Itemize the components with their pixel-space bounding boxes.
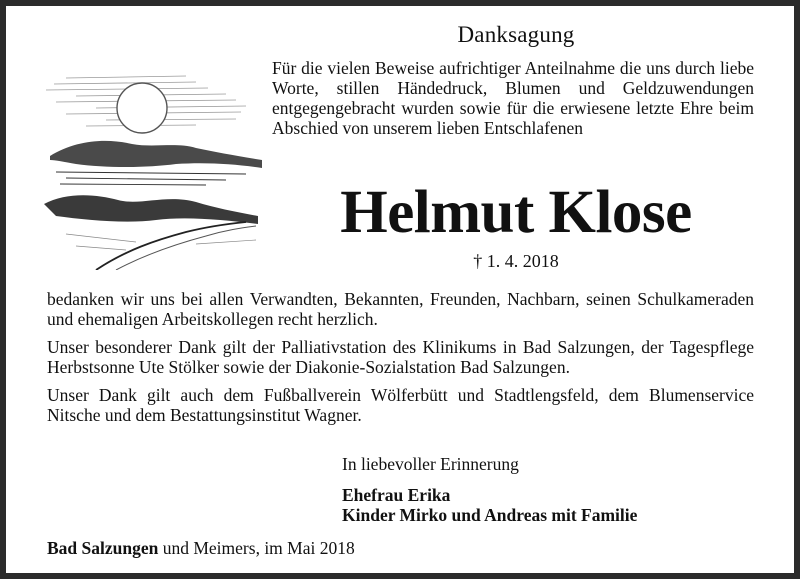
obituary-notice <box>6 6 794 573</box>
intro-paragraph: Für die vielen Beweise aufrichtiger Anteilnahme die uns durch liebe Worte, stillen Händedruck, Blumen und Geldzuwendungen entgegengebracht wurden sowie für die erwiesene letzte Ehre beim Abschied von unserem lieben Entschlafenen <box>272 58 754 138</box>
thanks-body <box>47 289 754 433</box>
sunset-landscape-illustration <box>36 64 268 270</box>
place-date-line <box>47 538 355 559</box>
family-children: Kinder Mirko und Andreas mit Familie <box>342 505 638 525</box>
thanks-paragraph-3: Unser Dank gilt auch dem Fußballverein Wölferbütt und Stadtlengsfeld, dem Blumenservice Nitsche und dem Bestattungsinstitut Wagner. <box>47 385 754 425</box>
family-wife: Ehefrau Erika <box>342 485 451 505</box>
place-rest: und Meimers, im Mai 2018 <box>158 538 355 558</box>
thanks-paragraph-2: Unser besonderer Dank gilt der Palliativstation des Klinikums in Bad Salzungen, der Tagespflege Herbstsonne Ute Stölker sowie der Diakonie-Sozialstation Bad Salzungen. <box>47 337 754 377</box>
deceased-name: Helmut Klose <box>340 179 692 246</box>
intro-text <box>272 58 754 138</box>
thanks-paragraph-1: bedanken wir uns bei allen Verwandten, Bekannten, Freunden, Nachbarn, seinen Schulkameraden und ehemaligen Arbeitskollegen recht herzlich. <box>47 289 754 329</box>
death-date: † 1. 4. 2018 <box>473 251 559 271</box>
place-city: Bad Salzungen <box>47 538 159 558</box>
memory-line: In liebevoller Erinnerung <box>342 454 519 474</box>
closing-block <box>342 454 637 525</box>
notice-heading: Danksagung <box>457 22 575 47</box>
